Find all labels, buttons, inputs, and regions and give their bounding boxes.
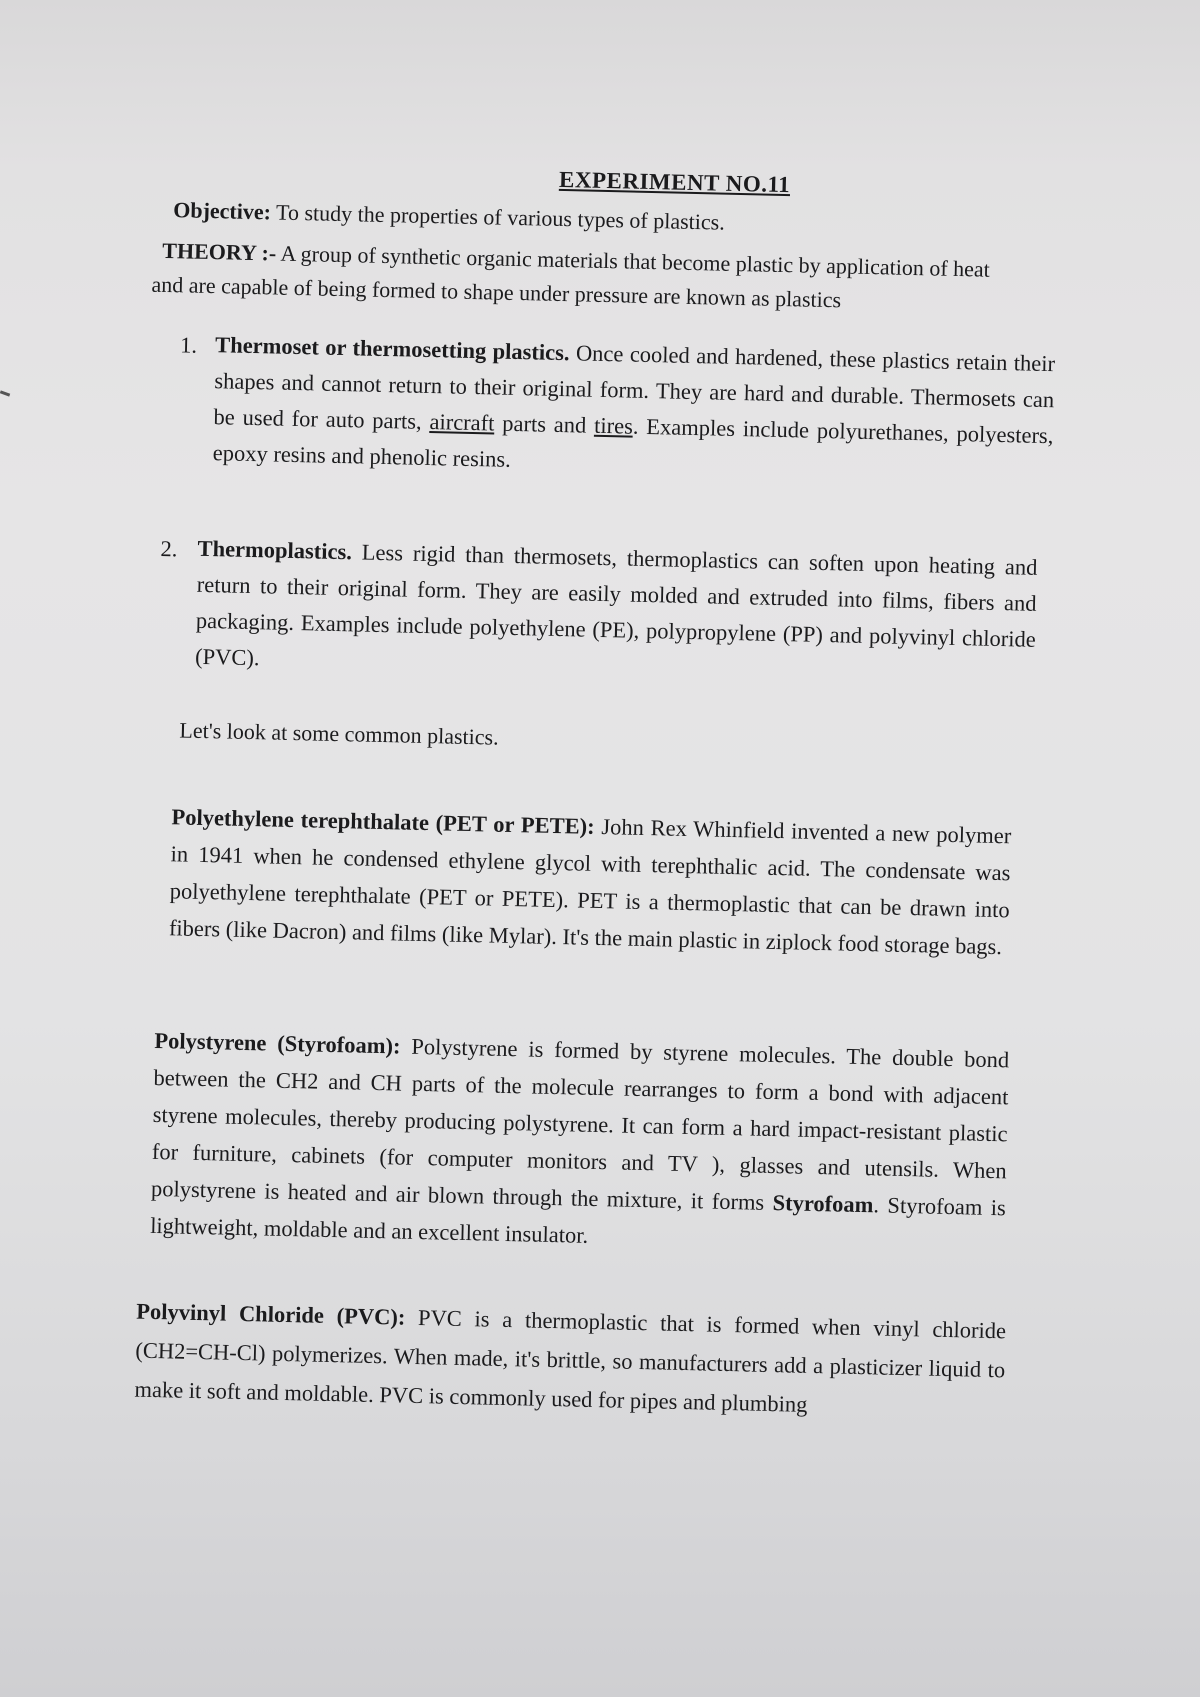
- thermoset-text-1: Once cooled and hardened, these plastics retain their shapes and cannot return to their original form. They are hard and durable. Thermosets can be used for auto parts,: [213, 340, 1056, 435]
- polystyrene-paragraph: [150, 1022, 1010, 1263]
- aircraft-link: aircraft: [429, 409, 495, 436]
- polystyrene-text-2: . Styrofoam is lightweight, moldable and an excellent insulator.: [149, 1192, 1007, 1248]
- theory-label: THEORY :-: [162, 237, 277, 266]
- list-item-thermoplastics: [195, 531, 1038, 694]
- thermoset-term: Thermoset or thermosetting plastics.: [214, 332, 570, 366]
- list-number-2: 2.: [160, 535, 178, 562]
- pet-text: John Rex Whinfield invented a new polymer in 1941 when he condensed ethylene glycol with terephthalic acid. The condensate was polyethylene terephthalate (PET or PETE). PET is a thermoplastic that can be drawn into fibers (like Dacron) and films (like Mylar). It's the main plastic in ziplock food storage bags.: [168, 813, 1012, 960]
- thermoset-text-3: . Examples include polyurethanes, polyesters, epoxy resins and phenolic resins.: [212, 413, 1054, 472]
- pvc-term: Polyvinyl Chloride (PVC):: [136, 1298, 406, 1330]
- pet-term: Polyethylene terephthalate (PET or PETE):: [171, 804, 595, 839]
- theory-text-1: A group of synthetic organic materials that become plastic by application of heat: [275, 240, 991, 282]
- objective-text: To study the properties of various types of plastics.: [270, 199, 726, 235]
- tires-link: tires: [593, 412, 634, 439]
- thermoplastics-text: Less rigid than thermosets, thermoplastics can soften upon heating and return to their original form. They are easily molded and extruded into films, fibers and packaging. Examples include polyethylene (PE), polypropylene (PP) and polyvinyl chloride (PVC).: [194, 539, 1038, 671]
- pvc-text: PVC is a thermoplastic that is formed when vinyl chloride (CH2=CH-Cl) polymerizes. When made, it's brittle, so manufacturers add a plasticizer liquid to make it soft and moldable. PVC is commonly used for pipes and plumbing: [134, 1304, 1007, 1417]
- pvc-paragraph: [134, 1292, 1006, 1429]
- polystyrene-term: Polystyrene (Styrofoam):: [154, 1027, 401, 1059]
- polystyrene-text-1: Polystyrene is formed by styrene molecules. The double bond between the CH2 and CH parts of the molecule rearranges to form a bond with adjacent styrene molecules, thereby producing polystyrene. It can form a hard impact-resistant plastic for furniture, cabinets (for computer monitors and TV ), glasses and utensils. When polystyrene is heated and air blown through the mixture, it forms: [150, 1033, 1010, 1216]
- theory-line-2: and are capable of being formed to shape under pressure are known as plastics: [151, 271, 842, 313]
- list-item-thermoset: [212, 327, 1055, 490]
- styrofoam-bold: Styrofoam: [772, 1190, 874, 1218]
- pet-paragraph: [169, 798, 1012, 965]
- experiment-title: EXPERIMENT NO.11: [558, 166, 791, 198]
- thermoset-text-2: parts and: [494, 410, 595, 438]
- list-number-1: 1.: [179, 332, 198, 358]
- intro-line: Let's look at some common plastics.: [179, 717, 499, 750]
- objective-label: Objective:: [172, 197, 272, 225]
- thermoplastics-term: Thermoplastics.: [197, 535, 353, 565]
- objective-line: [173, 195, 725, 238]
